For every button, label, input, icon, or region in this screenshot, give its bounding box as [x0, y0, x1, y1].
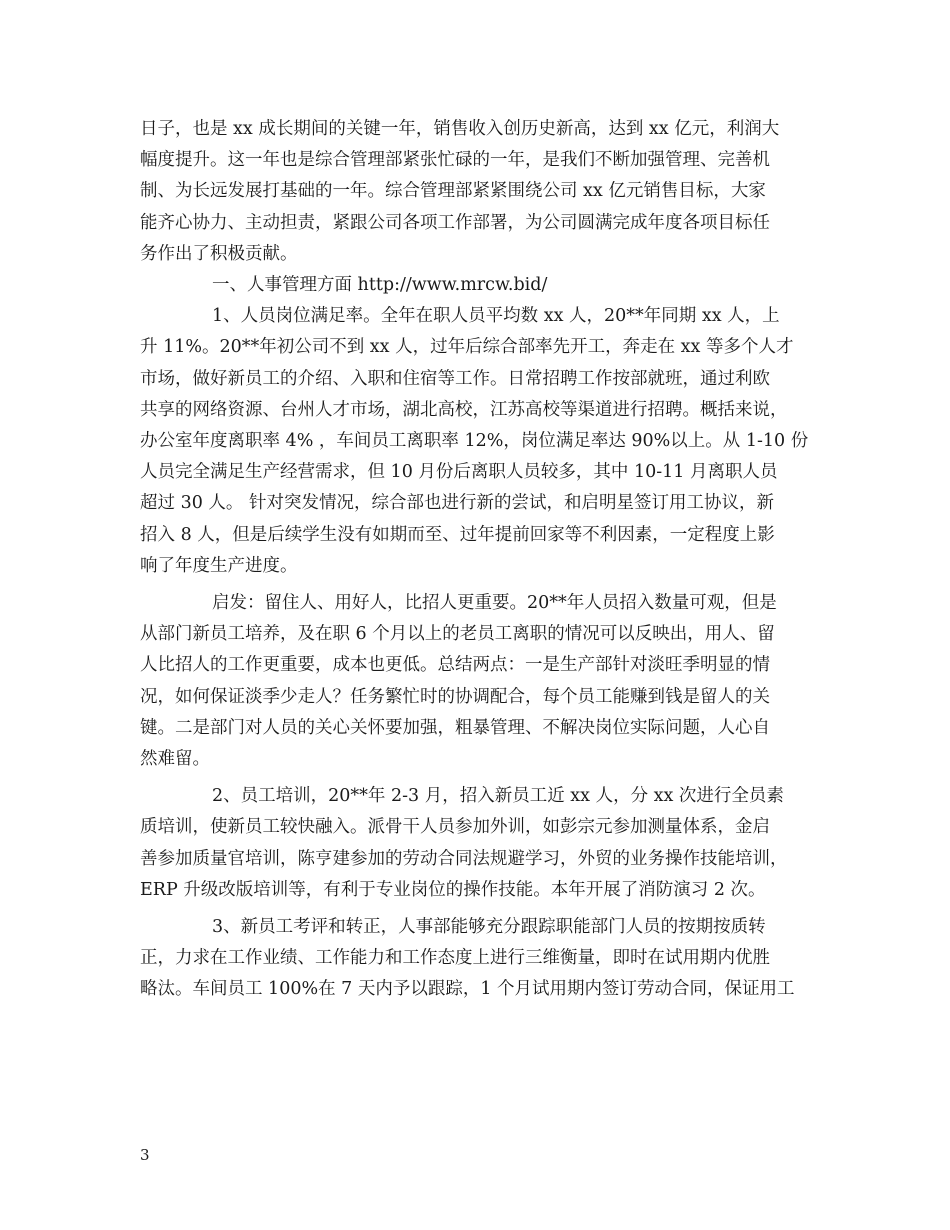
- text-line: 正，力求在工作业绩、工作能力和工作态度上进行三维衡量，即时在试用期内优胜: [140, 948, 770, 969]
- paragraph-insight: [140, 588, 830, 775]
- paragraph-staffing: [140, 301, 830, 582]
- text-line: 略汰。车间员工 100%在 7 天内予以跟踪，1 个月试用期内签订劳动合同，保证用工: [140, 979, 795, 1000]
- text-line: 响了年度生产进度。: [140, 555, 298, 576]
- text-line: 一、人事管理方面 http://www.mrcw.bid/: [212, 275, 548, 296]
- text-line: 制、为长远发展打基础的一年。综合管理部紧紧围绕公司 xx 亿元销售目标，大家: [140, 181, 766, 202]
- text-line: 质培训，使新员工较快融入。派骨干人员参加外训，如彭宗元参加测量体系，金启: [140, 817, 770, 838]
- section-heading-hr: [140, 270, 830, 301]
- text-line: 1、人员岗位满足率。全年在职人员平均数 xx 人，20**年同期 xx 人，上: [212, 306, 780, 327]
- text-line: 启发：留住人、用好人，比招人更重要。20**年人员招入数量可观，但是: [212, 593, 777, 614]
- text-line: 升 11%。20**年初公司不到 xx 人，过年后综合部率先开工，奔走在 xx 等多个人才: [140, 337, 794, 358]
- text-line: 日子，也是 xx 成长期间的关键一年，销售收入创历史新高，达到 xx 亿元，利润大: [140, 119, 780, 139]
- page-number: 3: [140, 1146, 150, 1164]
- text-line: 办公室年度离职率 4% ，车间员工离职率 12%，岗位满足率达 90%以上。从 1-10 份: [140, 431, 809, 452]
- text-line: 从部门新员工培养，及在职 6 个月以上的老员工离职的情况可以反映出，用人、留: [140, 624, 775, 645]
- text-line: 共享的网络资源、台州人才市场，湖北高校，江苏高校等渠道进行招聘。概括来说，: [140, 399, 788, 420]
- text-line: 能齐心协力、主动担责，紧跟公司各项工作部署，为公司圆满完成年度各项目标任: [140, 212, 770, 233]
- text-line: 招入 8 人，但是后续学生没有如期而至、过年提前回家等不利因素，一定程度上影: [140, 524, 775, 545]
- text-line: ERP 升级改版培训等，有利于专业岗位的操作技能。本年开展了消防演习 2 次。: [140, 879, 766, 900]
- text-line: 务作出了积极贡献。: [140, 243, 298, 264]
- document-body: [140, 114, 830, 1006]
- text-line: 人比招人的工作更重要，成本也更低。总结两点：一是生产部针对淡旺季明显的情: [140, 655, 770, 676]
- text-line: 幅度提升。这一年也是综合管理部紧张忙碌的一年，是我们不断加强管理、完善机: [140, 150, 770, 171]
- text-line: 2、员工培训，20**年 2-3 月，招入新员工近 xx 人，分 xx 次进行全员素: [212, 786, 784, 807]
- text-line: 键。二是部门对人员的关心关怀要加强，粗暴管理、不解决岗位实际问题，人心自: [140, 717, 770, 738]
- text-line: 善参加质量官培训，陈亨建参加的劳动合同法规避学习，外贸的业务操作技能培训，: [140, 848, 788, 869]
- text-line: 超过 30 人。 针对突发情况，综合部也进行新的尝试，和启明星签订用工协议，新: [140, 493, 774, 514]
- text-line: 况，如何保证淡季少走人？任务繁忙时的协调配合，每个员工能赚到钱是留人的关: [140, 686, 770, 707]
- text-line: 市场，做好新员工的介绍、入职和住宿等工作。日常招聘工作按部就班，通过利欧: [140, 368, 770, 389]
- text-line: 人员完全满足生产经营需求，但 10 月份后离职人员较多，其中 10-11 月离职人员: [140, 462, 778, 483]
- text-line: 3、新员工考评和转正，人事部能够充分跟踪职能部门人员的按期按质转: [212, 917, 766, 938]
- paragraph-intro: [140, 114, 830, 270]
- text-line: 然难留。: [140, 749, 210, 770]
- paragraph-training: [140, 781, 830, 906]
- paragraph-evaluation: [140, 912, 830, 1006]
